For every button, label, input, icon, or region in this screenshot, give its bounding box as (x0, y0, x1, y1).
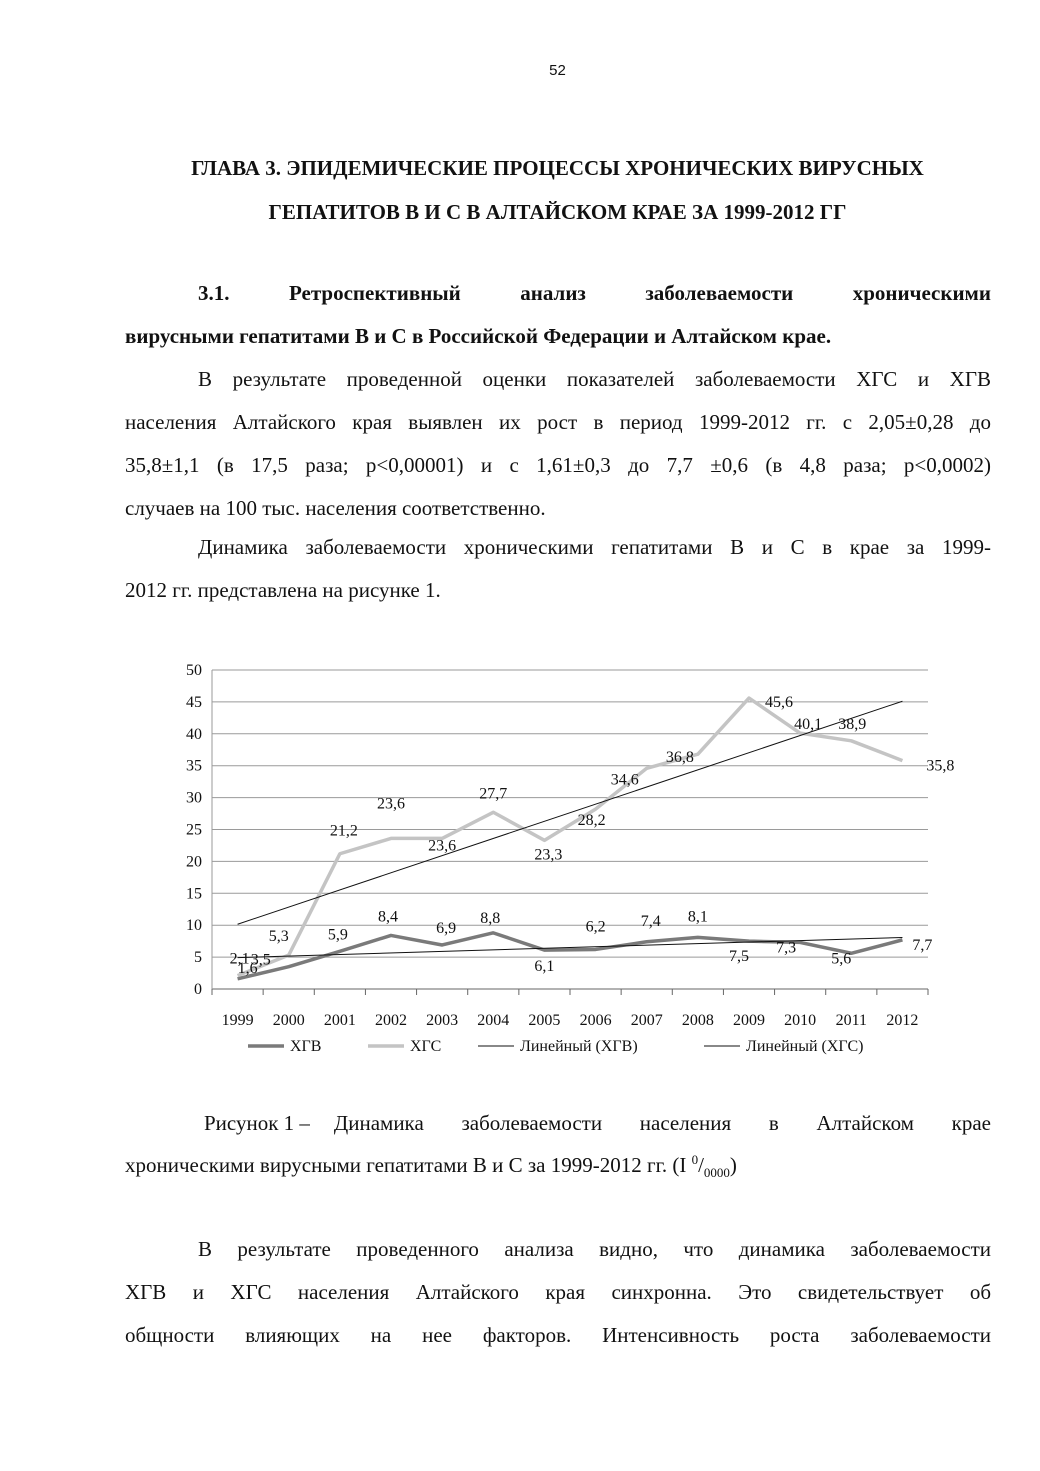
y-tick-label: 40 (186, 725, 202, 743)
figure-caption-text: хроническими вирусными гепатитами В и С за 1999-2012 гг. (I (125, 1153, 692, 1177)
section-heading (125, 272, 991, 358)
y-tick-label: 15 (186, 885, 202, 903)
data-label-hgs: 35,8 (926, 757, 955, 775)
x-tick-label: 2011 (835, 1012, 867, 1029)
data-label-hgv: 7,7 (912, 936, 933, 954)
figure-caption-line-1 (125, 1102, 991, 1144)
x-tick-label: 2009 (733, 1012, 765, 1029)
figure-caption-label: Рисунок 1 – (204, 1111, 310, 1135)
x-tick-label: 1999 (221, 1012, 254, 1029)
figure-caption-line-2 (125, 1144, 991, 1186)
paragraph-1 (125, 358, 991, 530)
unit-sup: 0 (691, 1152, 699, 1167)
legend-label: ХГС (410, 1038, 442, 1055)
data-label-hgs: 28,2 (577, 812, 606, 830)
data-label-hgs: 40,1 (794, 716, 823, 734)
x-tick-label: 2012 (886, 1012, 919, 1029)
paragraph-1-line-1: В результате проведенной оценки показателей заболеваемости ХГС и ХГВ (198, 367, 991, 391)
data-label-hgs: 2,1 (229, 950, 250, 968)
y-tick-label: 45 (186, 693, 202, 711)
data-label-hgv: 7,3 (776, 939, 797, 957)
data-label-hgv: 7,5 (729, 948, 749, 966)
figure-caption-title: Динамика заболеваемости населения в Алтайском крае (333, 1111, 991, 1135)
paragraph-3-line-2: ХГВ и ХГС населения Алтайского края синхронна. Это свидетельствует об (125, 1280, 991, 1304)
section-word-1: Ретроспективный (288, 281, 461, 305)
legend-label: Линейный (ХГС) (746, 1038, 864, 1055)
y-tick-label: 20 (186, 853, 202, 871)
y-tick-label: 10 (186, 917, 202, 935)
x-tick-label: 2008 (681, 1012, 714, 1029)
data-label-hgv: 6,2 (585, 918, 606, 936)
data-label-hgs: 23,6 (377, 795, 405, 813)
data-label-hgv: 6,1 (534, 958, 555, 976)
trendline-hgs (238, 701, 903, 924)
data-label-hgv: 5,9 (327, 926, 348, 944)
data-label-hgs: 27,7 (479, 785, 508, 803)
paragraph-2-line-2: 2012 гг. представлена на рисунке 1. (125, 578, 441, 602)
paragraph-1-line-3: 35,8±1,1 (в 17,5 раза; р<0,00001) и с 1,61±0,3 до 7,7 ±0,6 (в 4,8 раза; р<0,0002) (125, 453, 991, 477)
page-number: 52 (549, 62, 566, 79)
section-heading-line-1 (125, 272, 991, 315)
data-label-hgv: 1,6 (237, 959, 258, 977)
incidence-chart (170, 655, 970, 1065)
data-label-hgs: 45,6 (765, 694, 793, 712)
data-label-hgv: 5,6 (831, 950, 852, 968)
x-tick-label: 2005 (528, 1012, 561, 1029)
data-label-hgs: 21,2 (329, 822, 358, 840)
paragraph-2-line-1: Динамика заболеваемости хроническими гепатитами В и С в крае за 1999- (198, 535, 991, 559)
y-tick-label: 35 (186, 757, 202, 775)
unit-slash: / (698, 1153, 704, 1177)
x-tick-label: 2006 (579, 1012, 612, 1029)
chapter-title-line-1: ГЛАВА 3. ЭПИДЕМИЧЕСКИЕ ПРОЦЕССЫ ХРОНИЧЕСКИХ ВИРУСНЫХ (191, 156, 924, 180)
section-number: 3.1. (198, 281, 230, 305)
data-label-hgs: 36,8 (665, 749, 694, 767)
section-word-2: анализ (520, 281, 586, 305)
data-label-hgs: 38,9 (838, 715, 867, 733)
x-tick-label: 2000 (272, 1012, 305, 1029)
x-tick-label: 2004 (477, 1012, 510, 1029)
x-tick-label: 2007 (630, 1012, 663, 1029)
section-word-3: заболеваемости (645, 281, 794, 305)
x-tick-label: 2010 (784, 1012, 817, 1029)
data-label-hgv: 7,4 (640, 912, 661, 930)
paragraph-3 (125, 1228, 991, 1357)
figure-caption (125, 1102, 991, 1186)
caption-close-paren: ) (729, 1153, 737, 1177)
paragraph-1-line-4: случаев на 100 тыс. населения соответственно. (125, 496, 546, 520)
section-word-4: хроническими (852, 281, 991, 305)
y-tick-label: 0 (194, 981, 202, 998)
chapter-title-line-2: ГЕПАТИТОВ В И С В АЛТАЙСКОМ КРАЕ ЗА 1999-2012 ГГ (268, 200, 847, 224)
y-tick-label: 50 (186, 662, 202, 679)
x-tick-label: 2001 (323, 1012, 356, 1029)
data-label-hgv: 8,1 (687, 908, 708, 926)
data-label-hgs: 5,3 (268, 928, 289, 946)
data-label-hgv: 8,8 (480, 909, 501, 927)
data-label-hgs: 34,6 (610, 771, 639, 789)
data-label-hgv: 3,5 (250, 951, 271, 969)
data-label-hgs: 23,3 (534, 846, 563, 864)
chapter-title (125, 146, 990, 234)
data-label-hgv: 6,9 (436, 919, 457, 937)
paragraph-2 (125, 526, 991, 612)
x-tick-label: 2003 (426, 1012, 459, 1029)
data-label-hgv: 8,4 (378, 908, 398, 926)
legend-label: Линейный (ХГВ) (520, 1038, 638, 1055)
paragraph-3-line-1: В результате проведенного анализа видно, что динамика заболеваемости (198, 1237, 991, 1261)
data-label-hgs: 23,6 (428, 837, 457, 855)
x-tick-label: 2002 (375, 1012, 407, 1029)
paragraph-3-line-3: общности влияющих на нее факторов. Интенсивность роста заболеваемости (125, 1323, 991, 1347)
y-tick-label: 5 (194, 949, 202, 967)
paragraph-1-line-2: населения Алтайского края выявлен их рост в период 1999-2012 гг. с 2,05±0,28 до (125, 410, 991, 434)
legend-label: ХГВ (290, 1038, 322, 1055)
y-tick-label: 30 (186, 789, 202, 807)
y-tick-label: 25 (186, 821, 202, 839)
unit-sub: 0000 (703, 1165, 730, 1181)
section-heading-line-2: вирусными гепатитами В и С в Российской Федерации и Алтайском крае. (125, 324, 832, 348)
